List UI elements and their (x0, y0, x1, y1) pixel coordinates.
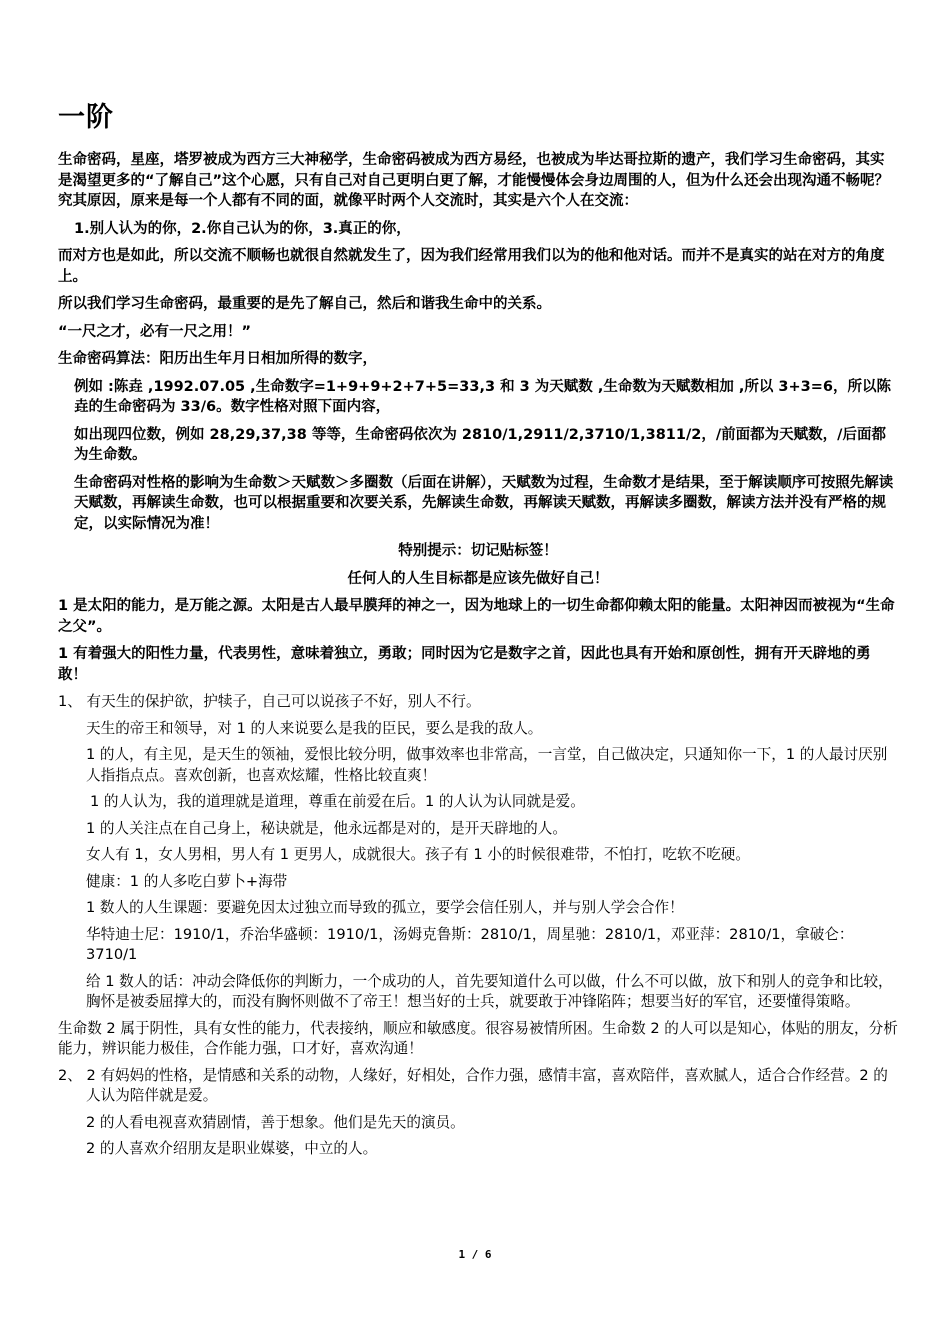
number-two-detail: 2 的人看电视喜欢猜剧情，善于想象。他们是先天的演员。 (86, 1113, 465, 1131)
algorithm-heading: 生命密码算法：阳历出生年月日相加所得的数字， (58, 351, 377, 367)
four-digit-rule: 如出现四位数，例如 28,29,37,38 等等，生命密码依次为 2810/1,2911/2,3710/1,3811/2，/前面都为天赋数，/后面都为生命数。 (74, 426, 886, 463)
interpretation-order: 生命密码对性格的影响为生命数＞天赋数＞多圈数（后面在讲解），天赋数为过程，生命数才是结果，至于解读顺序可按照先解读天赋数，再解读生命数，也可以根据重要和次要关系，先解读生命数，再解读天赋数，再解读多圈数，解读方法并没有严格的规定，以实际情况为准！ (74, 474, 894, 532)
page-number: 1 / 6 (458, 1248, 492, 1261)
purpose-paragraph: 所以我们学习生命密码，最重要的是先了解自己，然后和谐我生命中的关系。 (58, 296, 551, 312)
special-tip: 特别提示：切记贴标签！ (398, 543, 558, 559)
number-one-advice: 给 1 数人的话：冲动会降低你的判断力，一个成功的人，首先要知道什么可以做，什么不可以做，放下和别人的竞争和比较，胸怀是被委屈撑大的，而没有胸怀则做不了帝王！想当好的士兵，就要敢于冲锋陷阵；想要当好的军官，还要懂得策略。 (86, 972, 893, 1010)
number-two-detail: 2 的人喜欢介绍朋友是职业媒婆，中立的人。 (86, 1140, 378, 1157)
document-body (58, 150, 898, 1166)
number-one-yang: 1 有着强大的阳性力量，代表男性，意味着独立，勇敢；同时因为它是数字之首，因此也具有开始和原创性，拥有开天辟地的勇敢！ (58, 646, 871, 683)
number-one-detail: 1 的人关注点在自己身上，秘诀就是，他永远都是对的，是开天辟地的人。 (86, 819, 567, 837)
number-one-sun: 1 是太阳的能力，是万能之源。太阳是古人最早膜拜的神之一，因为地球上的一切生命都仰赖太阳的能量。太阳神因而被视为“生命之父”。 (58, 598, 895, 635)
page-title: 一阶 (58, 102, 114, 133)
number-two-intro: 生命数 2 属于阴性，具有女性的能力，代表接纳，顺应和敏感度。很容易被情所困。生命数 2 的人可以是知心，体贴的朋友，分析能力，辨识能力极佳，合作能力强，口才好，喜欢沟通！ (58, 1019, 898, 1057)
number-one-detail: 女人有 1，女人男相，男人有 1 更男人，成就很大。孩子有 1 小的时候很难带，不怕打，吃软不吃硬。 (86, 846, 750, 863)
number-one-detail: 1 的人认为，我的道理就是道理，尊重在前爱在后。1 的人认为认同就是爱。 (90, 793, 585, 810)
number-one-life-lesson: 1 数人的人生课题：要避免因太过独立而导致的孤立，要学会信任别人，并与别人学会合作！ (86, 899, 684, 916)
number-one-detail: 天生的帝王和领导，对 1 的人来说要么是我的臣民，要么是我的敌人。 (86, 719, 543, 737)
number-one-health: 健康：1 的人多吃白萝卜+海带 (86, 872, 288, 890)
number-one-list-item: 1、 有天生的保护欲，护犊子，自己可以说孩子不好，别人不行。 (58, 693, 481, 710)
number-one-detail: 1 的人，有主见，是天生的领袖，爱恨比较分明，做事效率也非常高，一言堂，自己做决定，只通知你一下，1 的人最讨厌别人指指点点。喜欢创新，也喜欢炫耀，性格比较直爽！ (86, 746, 888, 784)
three-selves-list: 1.别人认为的你，2.你自己认为的你，3.真正的你， (74, 220, 411, 237)
number-one-celebrities: 华特迪士尼：1910/1，乔治华盛顿：1910/1，汤姆克鲁斯：2810/1，周星驰：2810/1，邓亚萍：2810/1，拿破仑：3710/1 (86, 925, 854, 963)
algorithm-example: 例如 :陈垚 ,1992.07.05 ,生命数字=1+9+9+2+7+5=33,3 和 3 为天赋数 ,生命数为天赋数相加 ,所以 3+3=6，所以陈垚的生命密码为 33/6。数字性格对照下面内容， (74, 378, 892, 415)
intro-paragraph: 生命密码，星座，塔罗被成为西方三大神秘学，生命密码被成为西方易经，也被成为毕达哥拉斯的遗产，我们学习生命密码，其实是渴望更多的“了解自己”这个心愿，只有自己对自己更明白更了解，才能慢慢体会身边周围的人，但为什么还会出现沟通不畅呢？究其原因，原来是每一个人都有不同的面，就像平时两个人交流时，其实是六个人在交流： (58, 152, 890, 209)
number-two-list-item: 2、 2 有妈妈的性格，是情感和关系的动物，人缘好，好相处，合作力强，感情丰富，喜欢陪伴，喜欢腻人，适合合作经营。2 的人认为陪伴就是爱。 (58, 1066, 888, 1104)
life-goal-line: 任何人的人生目标都是应该先做好自己！ (347, 570, 609, 587)
communication-paragraph: 而对方也是如此，所以交流不顺畅也就很自然就发生了，因为我们经常用我们以为的他和他对话。而并不是真实的站在对方的角度上。 (58, 248, 885, 285)
quote-line: “一尺之才，必有一尺之用！” (58, 323, 252, 340)
